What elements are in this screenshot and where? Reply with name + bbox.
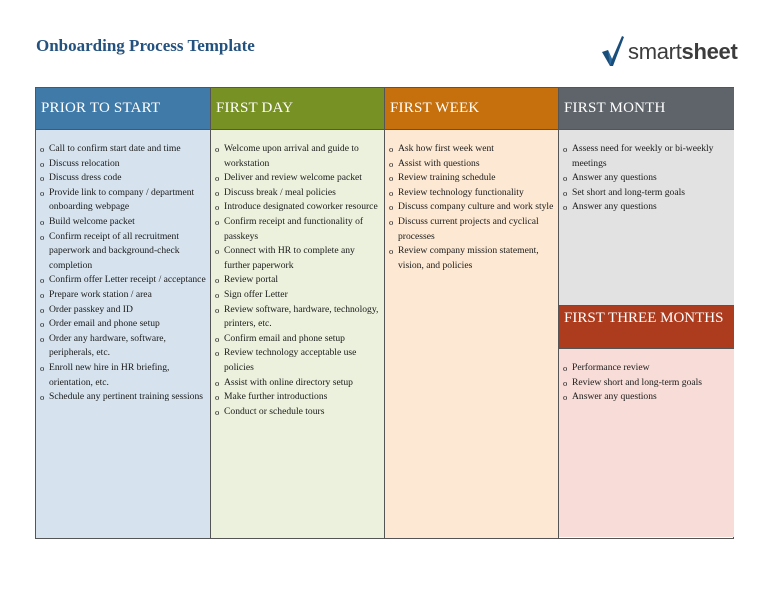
list-item: o Welcome upon arrival and guide to workstation [215,142,380,171]
list-item: o Deliver and review welcome packet [215,171,380,186]
list-item: o Answer any questions [563,390,730,405]
column-first-week [385,88,559,538]
task-list [40,142,206,405]
list-item: o Discuss relocation [40,157,206,172]
checkmark-icon [600,35,626,67]
list-item: o Discuss current projects and cyclical processes [389,215,554,244]
list-item: o Review technology functionality [389,186,554,201]
list-item: o Answer any questions [563,200,730,215]
list-item: o Ask how first week went [389,142,554,157]
list-item: o Enroll new hire in HR briefing, orientation, etc. [40,361,206,390]
list-item: o Connect with HR to complete any further paperwork [215,244,380,273]
list-item: o Review technology acceptable use policies [215,346,380,375]
list-item: o Order email and phone setup [40,317,206,332]
list-item: o Confirm offer Letter receipt / acceptance [40,273,206,288]
list-item: o Assist with online directory setup [215,376,380,391]
task-list [563,142,730,215]
list-item: o Prepare work station / area [40,288,206,303]
list-item: o Review company mission statement, vision, and policies [389,244,554,273]
column-header: FIRST DAY [211,88,384,130]
list-item: o Performance review [563,361,730,376]
column-header: FIRST MONTH [559,88,734,130]
task-list [389,142,554,273]
list-item: o Build welcome packet [40,215,206,230]
list-item: o Review software, hardware, technology, printers, etc. [215,303,380,332]
column-header-first-three-months: FIRST THREE MONTHS [559,306,734,349]
list-item: o Introduce designated coworker resource [215,200,380,215]
list-item: o Review portal [215,273,380,288]
list-item: o Confirm receipt of all recruitment paperwork and background-check completion [40,230,206,274]
list-item: o Assess need for weekly or bi-weekly meetings [563,142,730,171]
list-item: o Discuss dress code [40,171,206,186]
column-first-day [211,88,385,538]
list-item: o Discuss company culture and work style [389,200,554,215]
list-item: o Order any hardware, software, peripherals, etc. [40,332,206,361]
task-list [563,361,730,405]
list-item: o Make further introductions [215,390,380,405]
list-item: o Answer any questions [563,171,730,186]
column-header: FIRST WEEK [385,88,558,130]
list-item: o Conduct or schedule tours [215,405,380,420]
task-list [215,142,380,419]
list-item: o Confirm email and phone setup [215,332,380,347]
column-first-month [559,88,734,538]
page-title: Onboarding Process Template [36,36,255,55]
onboarding-table [35,87,734,539]
list-item: o Assist with questions [389,157,554,172]
list-item: o Sign offer Letter [215,288,380,303]
list-item: o Discuss break / meal policies [215,186,380,201]
list-item: o Review training schedule [389,171,554,186]
list-item: o Review short and long-term goals [563,376,730,391]
list-item: o Confirm receipt and functionality of passkeys [215,215,380,244]
column-header: PRIOR TO START [36,88,210,130]
list-item: o Call to confirm start date and time [40,142,206,157]
logo-text: smartsheet [628,39,738,64]
list-item: o Schedule any pertinent training sessions [40,390,206,405]
column-prior-to-start [36,88,211,538]
list-item: o Order passkey and ID [40,303,206,318]
list-item: o Provide link to company / department onboarding webpage [40,186,206,215]
list-item: o Set short and long-term goals [563,186,730,201]
smartsheet-logo [600,34,740,68]
